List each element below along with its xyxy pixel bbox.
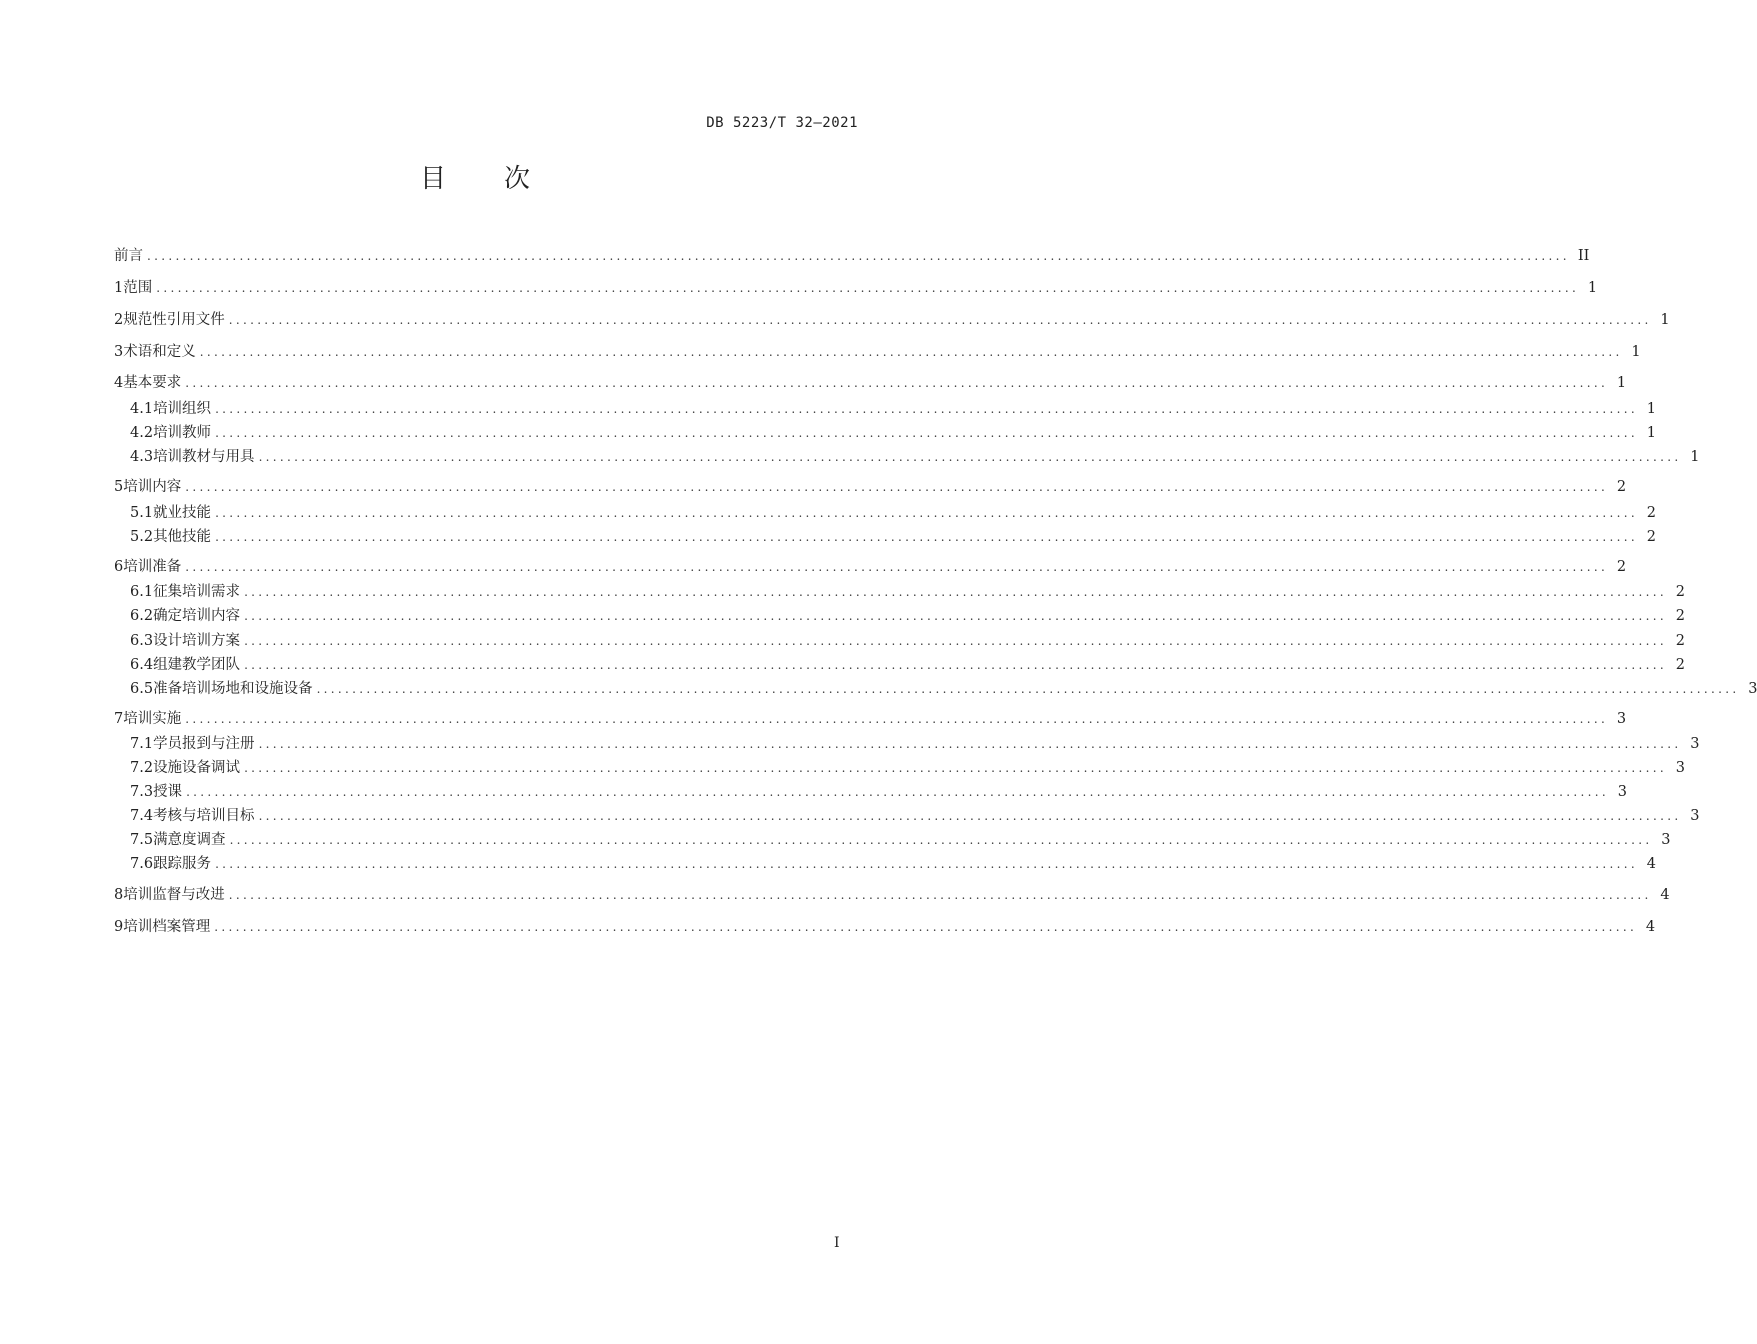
toc-entry-label: 组建教学团队 <box>153 657 241 673</box>
toc-leader-dots: ........................................................................................................................................................................................................ <box>156 281 1580 295</box>
toc-entry-label: 设施设备调试 <box>153 760 241 776</box>
toc-leader-dots: ........................................................................................................................................................................................................ <box>215 402 1638 416</box>
toc-leader-dots: ........................................................................................................................................................................................................ <box>244 634 1667 648</box>
toc-entry-label: 规范性引用文件 <box>123 312 225 328</box>
toc-entry[interactable] <box>130 830 1671 850</box>
toc-entry-number: 5.2 <box>130 529 154 545</box>
toc-entry-page: 2 <box>1616 479 1627 495</box>
toc-leader-dots: ........................................................................................................................................................................................................ <box>215 530 1638 544</box>
toc-entry-label: 跟踪服务 <box>153 856 212 872</box>
toc-entry-page: 3 <box>1675 760 1685 776</box>
toc-entry[interactable] <box>130 423 1656 443</box>
toc-entry-number: 4.3 <box>130 449 154 465</box>
toc-entry-page: 3 <box>1748 681 1757 697</box>
toc-leader-dots: ........................................................................................................................................................................................................ <box>258 450 1682 464</box>
toc-entry[interactable] <box>114 477 1627 497</box>
toc-entry-number: 4 <box>114 375 124 391</box>
toc-entry-number: 5 <box>114 479 124 495</box>
toc-entry-page: 2 <box>1675 608 1685 624</box>
toc-entry-page: 2 <box>1675 584 1685 600</box>
toc-entry[interactable] <box>130 854 1656 874</box>
toc-leader-dots: ........................................................................................................................................................................................................ <box>185 712 1609 726</box>
toc-entry-number: 7.6 <box>130 856 154 872</box>
toc-entry[interactable] <box>130 527 1656 547</box>
toc-title-char-1: 目 <box>419 164 446 194</box>
toc-entry-label: 其他技能 <box>153 529 212 545</box>
toc-entry-page: 1 <box>1690 449 1700 465</box>
toc-leader-dots: ........................................................................................................................................................................................................ <box>185 376 1609 390</box>
toc-entry-page: 1 <box>1660 312 1670 328</box>
toc-entry-number: 5.1 <box>130 505 154 521</box>
toc-leader-dots: ........................................................................................................................................................................................................ <box>185 480 1609 494</box>
toc-entry-number: 1 <box>114 280 124 296</box>
toc-entry-number: 7 <box>114 711 124 727</box>
toc-title-char-2: 次 <box>504 164 531 194</box>
toc-entry-page: 1 <box>1631 344 1641 360</box>
toc-entry-number: 4.2 <box>130 425 154 441</box>
toc-entry-page: 2 <box>1675 633 1685 649</box>
toc-entry-label: 准备培训场地和设施设备 <box>153 681 313 697</box>
toc-entry-label: 培训实施 <box>123 711 182 727</box>
toc-entry-label: 授课 <box>153 784 183 800</box>
document-code: DB 5223/T 32—2021 <box>706 115 858 131</box>
toc-entry[interactable] <box>130 503 1656 523</box>
toc-entry-number: 7.2 <box>130 760 154 776</box>
toc-entry-page: 3 <box>1616 711 1627 727</box>
toc-entry-page: 3 <box>1690 736 1700 752</box>
toc-entry[interactable] <box>114 709 1627 729</box>
toc-entry[interactable] <box>130 447 1700 467</box>
toc-entry-number: 6.4 <box>130 657 154 673</box>
toc-leader-dots: ........................................................................................................................................................................................................ <box>258 809 1682 823</box>
toc-entry-page: II <box>1577 248 1590 264</box>
toc-entry-label: 就业技能 <box>153 505 212 521</box>
toc-entry-page: 3 <box>1690 808 1700 824</box>
toc-entry[interactable] <box>114 246 1590 266</box>
toc-leader-dots: ........................................................................................................................................................................................................ <box>228 888 1652 902</box>
toc-entry-page: 3 <box>1617 784 1627 800</box>
toc-entry-page: 4 <box>1645 919 1656 935</box>
toc-entry-label: 培训教师 <box>153 425 212 441</box>
toc-entry[interactable] <box>114 917 1656 937</box>
toc-leader-dots: ........................................................................................................................................................................................................ <box>228 313 1652 327</box>
toc-entry[interactable] <box>130 734 1700 754</box>
toc-entry[interactable] <box>130 679 1757 699</box>
toc-entry-label: 确定培训内容 <box>153 608 241 624</box>
toc-entry[interactable] <box>130 806 1700 826</box>
toc-leader-dots: ........................................................................................................................................................................................................ <box>316 682 1740 696</box>
toc-leader-dots: ........................................................................................................................................................................................................ <box>258 737 1682 751</box>
toc-entry-page: 2 <box>1646 505 1656 521</box>
toc-entry-number: 7.3 <box>130 784 154 800</box>
toc-entry-page: 2 <box>1646 529 1656 545</box>
toc-leader-dots: ........................................................................................................................................................................................................ <box>244 761 1667 775</box>
toc-entry-page: 3 <box>1661 832 1671 848</box>
toc-entry[interactable] <box>114 373 1627 393</box>
toc-entry-page: 1 <box>1587 280 1598 296</box>
toc-title <box>0 158 950 195</box>
toc-entry-number: 6.3 <box>130 633 154 649</box>
toc-leader-dots: ........................................................................................................................................................................................................ <box>215 426 1638 440</box>
toc-entry-label: 基本要求 <box>123 375 182 391</box>
toc-entry[interactable] <box>114 310 1670 330</box>
footer-page-number: I <box>834 1235 840 1251</box>
toc-entry[interactable] <box>130 399 1656 419</box>
toc-entry[interactable] <box>130 631 1685 651</box>
toc-entry-page: 4 <box>1646 856 1656 872</box>
toc-entry-label: 前言 <box>114 248 143 264</box>
toc-entry-label: 范围 <box>123 280 153 296</box>
toc-leader-dots: ........................................................................................................................................................................................................ <box>244 585 1667 599</box>
toc-leader-dots: ........................................................................................................................................................................................................ <box>244 658 1667 672</box>
toc-entry-number: 7.4 <box>130 808 154 824</box>
toc-entry[interactable] <box>130 582 1685 602</box>
toc-entry-page: 2 <box>1675 657 1685 673</box>
toc-entry-label: 术语和定义 <box>123 344 196 360</box>
toc-entry[interactable] <box>130 606 1685 626</box>
toc-entry-number: 6.1 <box>130 584 154 600</box>
toc-entry-number: 8 <box>114 887 124 903</box>
toc-entry[interactable] <box>114 557 1627 577</box>
toc-leader-dots: ........................................................................................................................................................................................................ <box>147 249 1570 263</box>
toc-entry-label: 培训内容 <box>123 479 182 495</box>
toc-entry-page: 1 <box>1646 401 1656 417</box>
toc-entry-label: 学员报到与注册 <box>153 736 255 752</box>
toc-entry[interactable] <box>114 342 1641 362</box>
toc-entry[interactable] <box>130 758 1685 778</box>
toc-entry-page: 1 <box>1616 375 1627 391</box>
toc-leader-dots: ........................................................................................................................................................................................................ <box>215 857 1638 871</box>
toc-entry-label: 考核与培训目标 <box>153 808 255 824</box>
toc-entry-label: 设计培训方案 <box>153 633 241 649</box>
toc-entry-label: 满意度调查 <box>153 832 226 848</box>
toc-entry-page: 1 <box>1646 425 1656 441</box>
toc-leader-dots: ........................................................................................................................................................................................................ <box>244 609 1667 623</box>
toc-leader-dots: ........................................................................................................................................................................................................ <box>229 833 1653 847</box>
toc-entry[interactable] <box>130 782 1627 802</box>
toc-entry-number: 6 <box>114 559 124 575</box>
toc-leader-dots: ........................................................................................................................................................................................................ <box>199 345 1623 359</box>
toc-entry-number: 3 <box>114 344 124 360</box>
toc-entry-label: 培训教材与用具 <box>153 449 255 465</box>
toc-entry-number: 7.5 <box>130 832 154 848</box>
toc-entry-label: 培训档案管理 <box>123 919 211 935</box>
toc-leader-dots: ........................................................................................................................................................................................................ <box>214 920 1638 934</box>
toc-leader-dots: ........................................................................................................................................................................................................ <box>185 560 1609 574</box>
toc-entry-page: 4 <box>1660 887 1670 903</box>
toc-entry-number: 2 <box>114 312 124 328</box>
toc-entry-number: 9 <box>114 919 124 935</box>
toc-entry-page: 2 <box>1616 559 1627 575</box>
toc-entry-label: 征集培训需求 <box>153 584 241 600</box>
toc-leader-dots: ........................................................................................................................................................................................................ <box>186 785 1609 799</box>
toc-entry-number: 6.2 <box>130 608 154 624</box>
toc-entry-number: 6.5 <box>130 681 154 697</box>
toc-entry-label: 培训监督与改进 <box>123 887 225 903</box>
toc-entry-number: 4.1 <box>130 401 154 417</box>
toc-entry-label: 培训组织 <box>153 401 212 417</box>
toc-entry-label: 培训准备 <box>123 559 182 575</box>
toc-entry[interactable] <box>130 655 1685 675</box>
toc-entry-number: 7.1 <box>130 736 154 752</box>
toc-entry[interactable] <box>114 278 1598 298</box>
toc-leader-dots: ........................................................................................................................................................................................................ <box>215 506 1638 520</box>
toc-entry[interactable] <box>114 885 1670 905</box>
